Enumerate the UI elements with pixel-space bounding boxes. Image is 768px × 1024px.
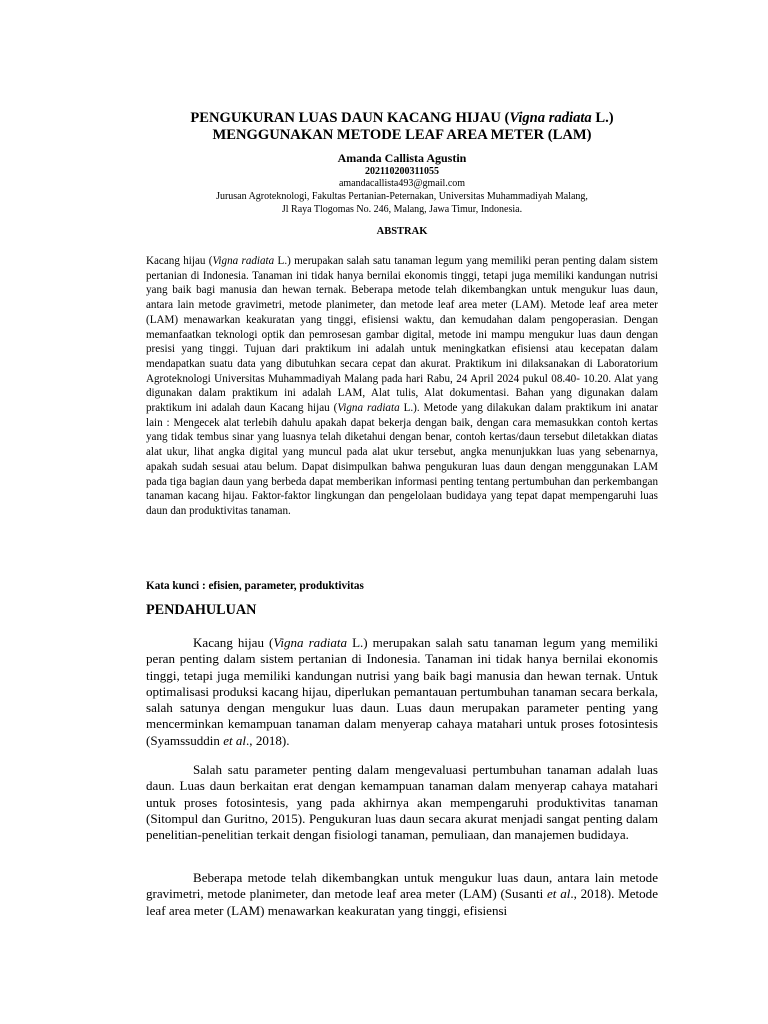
intro-paragraph-1: Kacang hijau (Vigna radiata L.) merupakan salah satu tanaman legum yang memiliki peran penting dalam sistem pertanian di Indonesia. Tanaman ini tidak hanya bernilai ekonomis tinggi, tetapi juga memiliki kandungan nutrisi yang baik bagi manusia dan hewan ternak. Untuk optimalisasi produksi kacang hijau, diperlukan pemantauan pertumbuhan tanaman secara berkala, salah satunya dengan mengukur luas daun. Luas daun merupakan parameter penting yang mencerminkan kemampuan tanaman dalam menyerap cahaya matahari untuk proses fotosintesis (Syamssuddin et al., 2018). [146, 635, 658, 748]
species-italic: Vigna radiata [273, 635, 348, 650]
title-line-1 [146, 110, 658, 127]
student-id: 202110200311055 [365, 166, 439, 177]
keywords: Kata kunci : efisien, parameter, produktivitas [146, 580, 364, 592]
paper-title [146, 110, 658, 144]
abstract-body: Kacang hijau (Vigna radiata L.) merupakan salah satu tanaman legum yang memiliki peran penting dalam sistem pertanian di Indonesia. Tanaman ini tidak hanya bernilai ekonomis tinggi, tetapi juga memiliki kandungan nutrisi yang baik bagi manusia dan hewan ternak. Beberapa metode telah dikembangkan untuk mengukur luas daun, antara lain metode gravimetri, metode planimeter, dan metode leaf area meter (LAM). Metode leaf area meter (LAM) menawarkan keakuratan yang tinggi, efisiensi waktu, dan kemudahan dalam pengoperasian. Dengan memanfaatkan teknologi optik dan pemrosesan gambar digital, metode ini mampu mengukur luas daun dengan presisi yang tinggi. Tujuan dari praktikum ini adalah untuk meningkatkan efisiensi atau kecepatan dalam mendapatkan suatu data yang dibutuhkan secara cepat dan akurat. Praktikum ini dilaksanakan di Laboratorium Agroteknologi Universitas Muhammadiyah Malang pada hari Rabu, 24 April 2024 pukul 08.40- 10.20. Alat yang digunakan dalam praktikum ini adalah LAM, Alat tulis, Alat dokumentasi. Bahan yang digunakan dalam praktikum ini adalah daun Kacang hijau (Vigna radiata L.). Metode yang dilakukan dalam praktikum ini anatar lain : Mengecek alat terlebih dahulu apakah dapat bekerja dengan baik, dengan cara memasukkan contoh kertas yang tidak tembus sinar yang luasnya telah diketahui dengan benar, contoh kertas/daun tersebut diletakkan diatas alat ukur, lihat angka digital yang muncul pada alat ukur tersebut, angka menunjukkan luas yang sebenarnya, apakah sudah sesuai atau belum. Dapat disimpulkan bahwa pengukuran luas daun dengan menggunakan LAM pada tiga bagian daun yang berbeda dapat memberikan informasi penting tentang pertumbuhan dan perkembangan tanaman kacang hijau. Faktor-faktor lingkungan dan pengelolaan budidaya yang tepat dapat mempengaruhi luas daun dan produktivitas tanaman. [146, 255, 658, 517]
section-heading: PENDAHULUAN [146, 602, 257, 618]
affiliation-line: Jl Raya Tlogomas No. 246, Malang, Jawa Timur, Indonesia. [281, 203, 523, 215]
abstract-heading: ABSTRAK [376, 226, 428, 237]
title-text: L.) [591, 110, 614, 126]
author-email: amandacallista493@gmail.com [338, 178, 466, 189]
affiliation [146, 191, 658, 216]
intro-paragraph-2: Salah satu parameter penting dalam mengevaluasi pertumbuhan tanaman adalah luas daun. Luas daun berkaitan erat dengan kemampuan tanaman dalam menyerap cahaya matahari untuk proses fotosintesis, yang pada akhirnya akan mempengaruhi produktivitas tanaman (Sitompul dan Guritno, 2015). Pengukuran luas daun secara akurat menjadi sangat penting dalam penelitian-penelitian terkait dengan fisiologi tanaman, pemuliaan, dan manajemen budidaya. [146, 762, 658, 843]
title-text: PENGUKURAN LUAS DAUN KACANG HIJAU ( [190, 110, 510, 126]
title-line-2: MENGGUNAKAN METODE LEAF AREA METER (LAM) [212, 127, 592, 143]
affiliation-line: Jurusan Agroteknologi, Fakultas Pertanian-Peternakan, Universitas Muhammadiyah Malang, [216, 191, 588, 202]
intro-paragraph-3: Beberapa metode telah dikembangkan untuk mengukur luas daun, antara lain metode gravimetri, metode planimeter, dan metode leaf area meter (LAM) (Susanti et al., 2018). Metode leaf area meter (LAM) menawarkan keakuratan yang tinggi, efisiensi [146, 870, 658, 918]
species-italic: Vigna radiata [337, 402, 400, 415]
citation-italic: et al [223, 732, 247, 748]
species-italic: Vigna radiata [212, 255, 275, 267]
author-name: Amanda Callista Agustin [337, 151, 467, 165]
title-species-italic: Vigna radiata [509, 110, 592, 126]
citation-italic: et al [547, 886, 571, 902]
